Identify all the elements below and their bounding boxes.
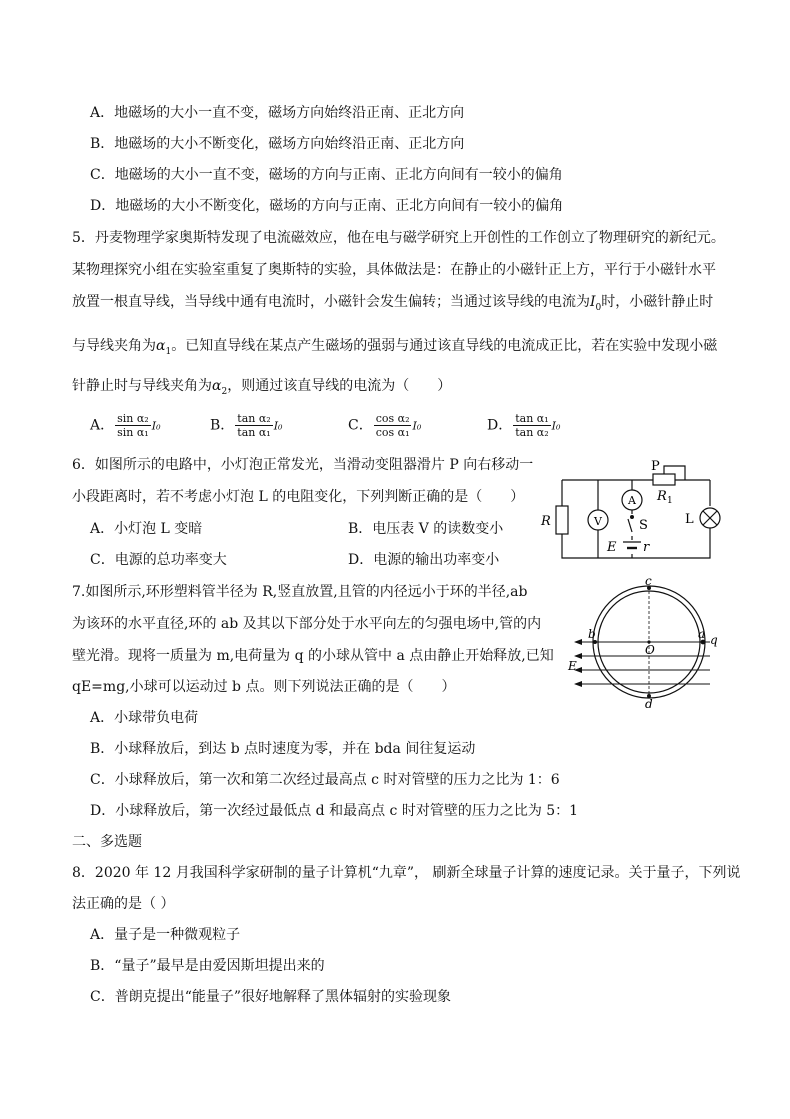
q5-alpha2-sub: 2 <box>221 386 228 397</box>
q5-option-b-num: tan α₂ <box>237 412 271 425</box>
section-heading: 二、多选题 <box>72 834 142 850</box>
q5-option-d-tail: I₀ <box>551 419 561 433</box>
q5-stem-line2: 某物理探究小组在实验室重复了奥斯特的实验，具体做法是：在静止的小磁针正上方，平行于小磁针水平 <box>72 262 716 278</box>
label-r1-sub: 1 <box>667 496 673 506</box>
q5-option-a <box>90 412 160 439</box>
label-e-field: E <box>568 659 577 673</box>
switch-icon <box>627 514 637 536</box>
label-v: V <box>594 515 602 528</box>
label-s: S <box>639 518 648 533</box>
q8-option-b: B．“量子”最早是由爱因斯坦提出来的 <box>90 958 325 974</box>
battery-icon <box>623 540 641 554</box>
q8-option-c: C．普朗克提出“能量子”很好地解释了黑体辐射的实验现象 <box>90 989 452 1005</box>
q4-option-a: A．地磁场的大小一直不变，磁场方向始终沿正南、正北方向 <box>90 105 465 121</box>
q5-line4-start: 与导线夹角为 <box>72 338 156 354</box>
q6-option-b: B．电压表 V 的读数变小 <box>348 521 504 537</box>
ring-diagram <box>565 578 720 708</box>
q5-option-a-tail: I₀ <box>151 419 161 433</box>
q6-stem-line1: 6．如图所示的电路中，小灯泡正常发光，当滑动变阻器滑片 P 向右移动一 <box>72 457 534 473</box>
q5-option-c <box>348 412 421 439</box>
label-r-internal: r <box>643 540 650 555</box>
q5-alpha1-var: α <box>156 338 166 354</box>
q5-current-var: I <box>590 294 596 310</box>
q5-option-c-den: cos α₁ <box>375 426 410 439</box>
q7-option-c: C．小球释放后，第一次和第二次经过最高点 c 时对管壁的压力之比为 1：6 <box>90 772 560 788</box>
label-r: R <box>541 514 551 529</box>
resistor-r <box>556 506 568 534</box>
label-a: A <box>628 494 636 507</box>
q5-option-c-num: cos α₂ <box>375 412 410 425</box>
q5-option-d <box>487 412 560 439</box>
q8-stem-line1: 8．2020 年 12 月我国科学家研制的量子计算机“九章”， 刷新全球量子计算的速度记录。关于量子，下列说 <box>72 865 741 881</box>
q5-option-b-tail: I₀ <box>273 419 283 433</box>
q5-stem-line5 <box>72 376 451 402</box>
q5-line5-end: ，则通过该直导线的电流为（ ） <box>227 378 452 394</box>
q5-alpha1-sub: 1 <box>165 346 172 357</box>
q5-option-c-label: C． <box>348 417 373 434</box>
q5-alpha2-var: α <box>212 378 222 394</box>
q5-option-b-den: tan α₁ <box>237 426 271 439</box>
label-e: E <box>607 540 617 555</box>
label-d: d <box>645 697 653 708</box>
label-c: c <box>645 578 652 588</box>
label-q: q <box>710 633 718 647</box>
q7-option-d: D．小球释放后，第一次经过最低点 d 和最高点 c 时对管壁的压力之比为 5：1 <box>90 803 579 819</box>
q5-current-sub: 0 <box>595 302 602 313</box>
q7-stem-line1: 7.如图所示,环形塑料管半径为 R,竖直放置,且管的内径远小于环的半径,ab <box>72 584 528 600</box>
q7-option-a: A．小球带负电荷 <box>90 710 199 726</box>
label-l: L <box>685 512 694 527</box>
q5-stem-line4 <box>72 336 717 362</box>
q5-option-a-den: sin α₁ <box>117 426 149 439</box>
label-r1: R <box>657 489 667 504</box>
lamp-icon <box>700 508 720 528</box>
q8-option-a: A．量子是一种微观粒子 <box>90 927 241 943</box>
rheostat-r1 <box>653 474 675 485</box>
q5-option-a-fraction <box>115 412 151 439</box>
q6-stem-line2: 小段距离时，若不考虑小灯泡 L 的电阻变化，下列判断正确的是（ ） <box>72 489 525 505</box>
q4-option-c: C．地磁场的大小一直不变，磁场的方向与正南、正北方向间有一较小的偏角 <box>90 167 563 183</box>
q7-stem-line2: 为该环的水平直径,环的 ab 及其以下部分处于水平向左的匀强电场中,管的内 <box>72 616 542 632</box>
q5-option-a-num: sin α₂ <box>117 412 149 425</box>
label-o: O <box>645 643 655 657</box>
q5-option-d-den: tan α₂ <box>515 426 549 439</box>
q5-option-d-label: D． <box>487 417 513 434</box>
q6-option-a: A．小灯泡 L 变暗 <box>90 521 203 537</box>
q7-stem-line3: 壁光滑。现将一质量为 m,电荷量为 q 的小球从管中 a 点由静止开始释放,已知 <box>72 648 554 664</box>
q5-option-a-label: A． <box>90 417 115 434</box>
label-b: b <box>588 627 596 641</box>
q5-line4-end: 。已知直导线在某点产生磁场的强弱与通过该直导线的电流成正比，若在实验中发现小磁 <box>171 338 718 354</box>
q6-option-d: D．电源的输出功率变小 <box>348 552 500 568</box>
q4-option-b: B．地磁场的大小不断变化，磁场方向始终沿正南、正北方向 <box>90 136 465 152</box>
q5-option-d-fraction <box>513 412 550 439</box>
q6-option-c: C．电源的总功率变大 <box>90 552 227 568</box>
q4-option-d: D．地磁场的大小不断变化，磁场的方向与正南、正北方向间有一较小的偏角 <box>90 198 564 214</box>
label-a: a <box>698 627 706 641</box>
q7-option-b: B．小球释放后，到达 b 点时速度为零，并在 bda 间往复运动 <box>90 741 476 757</box>
q7-stem-line4: qE=mg,小球可以运动过 b 点。则下列说法正确的是（ ） <box>72 679 456 695</box>
q5-stem-line1: 5．丹麦物理学家奥斯特发现了电流磁效应，他在电与磁学研究上开创性的工作创立了物理研究的新纪元。 <box>72 230 725 246</box>
q5-option-b-label: B． <box>210 417 235 434</box>
q5-option-b-fraction <box>235 412 272 439</box>
q5-line3-text: 放置一根直导线，当导线中通有电流时，小磁针会发生偏转；当通过该导线的电流为 <box>72 294 590 310</box>
q5-option-d-num: tan α₁ <box>515 412 549 425</box>
q5-line5-start: 针静止时与导线夹角为 <box>72 378 212 394</box>
circuit-diagram <box>535 458 725 570</box>
label-p: P <box>651 459 660 474</box>
q5-stem-line3 <box>72 292 713 318</box>
q5-option-b <box>210 412 282 439</box>
q5-line3-end: 时，小磁针静止时 <box>601 294 714 310</box>
q5-option-c-tail: I₀ <box>412 419 422 433</box>
q8-stem-line2: 法正确的是（ ） <box>72 896 175 912</box>
q5-option-c-fraction <box>374 412 412 439</box>
